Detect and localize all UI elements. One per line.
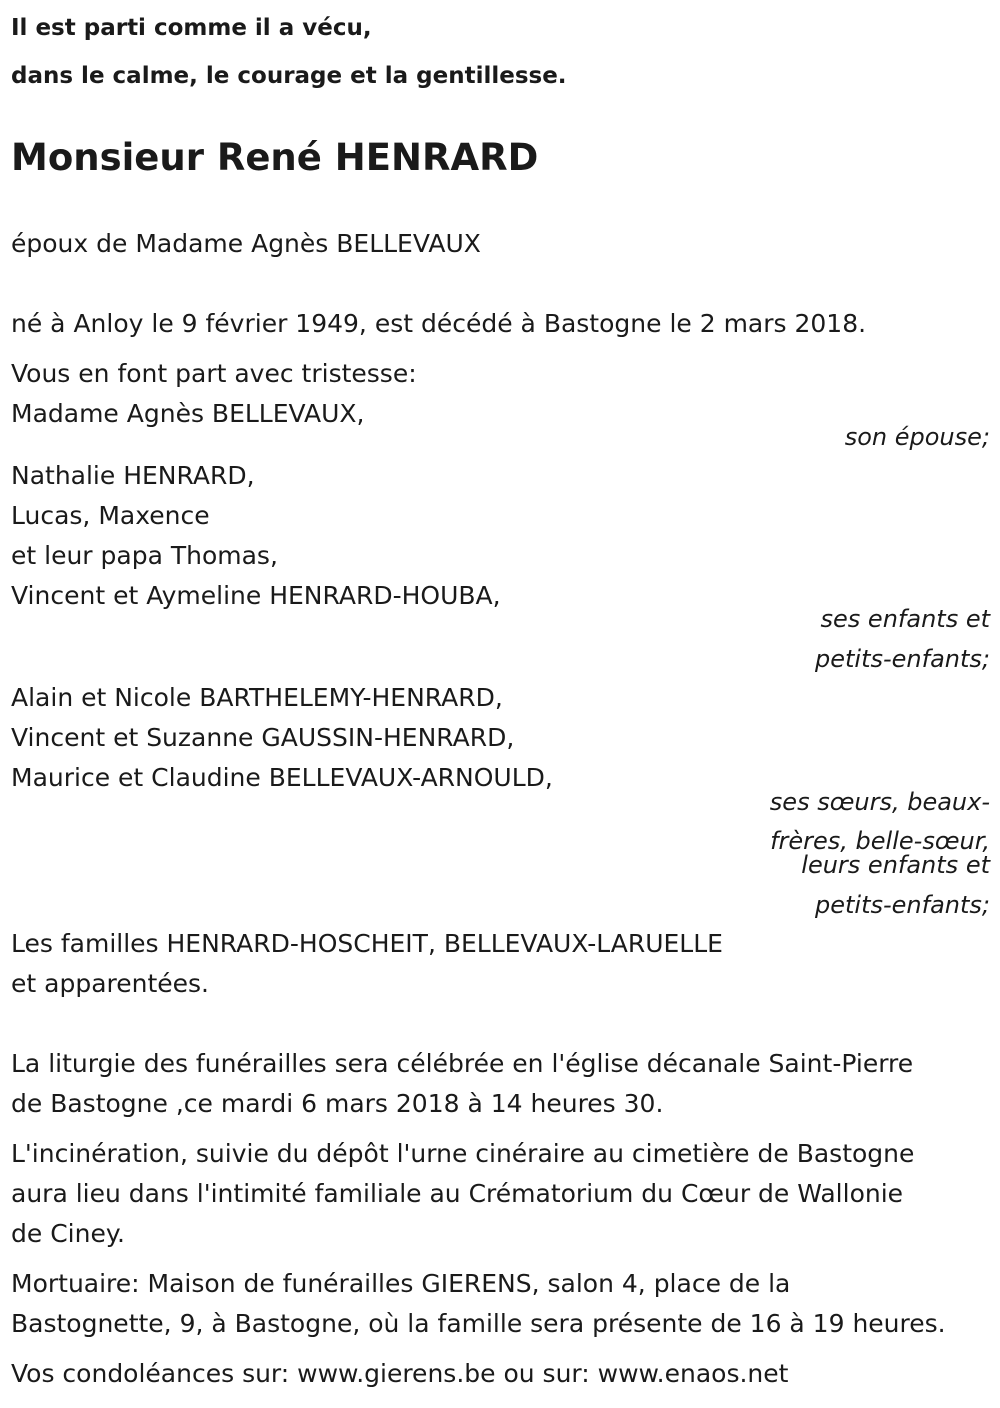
family-spouse-name: Madame Agnès BELLEVAUX, (11, 399, 365, 428)
incineration-line: aura lieu dans l'intimité familiale au Crématorium du Cœur de Wallonie (11, 1179, 904, 1208)
quote-line-1: Il est parti comme il a vécu, (11, 15, 372, 41)
family-children-name: Lucas, Maxence (11, 501, 210, 530)
family-siblings-relation: ses sœurs, beaux- (769, 788, 990, 816)
family-children-name: Vincent et Aymeline HENRARD-HOUBA, (11, 581, 501, 610)
family-siblings-name: Maurice et Claudine BELLEVAUX-ARNOULD, (11, 763, 553, 792)
condolences-line: Vos condoléances sur: www.gierens.be ou sur: www.enaos.net (11, 1359, 789, 1388)
liturgy-line: La liturgie des funérailles sera célébrée en l'église décanale Saint-Pierre (11, 1049, 914, 1078)
family-siblings-relation: frères, belle-sœur, (770, 827, 990, 855)
family-siblings-relation: petits-enfants; (815, 891, 990, 919)
family-extended-line: et apparentées. (11, 969, 209, 998)
family-children-name: et leur papa Thomas, (11, 541, 278, 570)
family-siblings-relation: leurs enfants et (801, 851, 990, 879)
family-children-relation: ses enfants et (820, 605, 990, 633)
spouse-line: époux de Madame Agnès BELLEVAUX (11, 229, 481, 258)
birth-death-line: né à Anloy le 9 février 1949, est décédé à Bastogne le 2 mars 2018. (11, 309, 867, 338)
family-extended-line: Les familles HENRARD-HOSCHEIT, BELLEVAUX-LARUELLE (11, 929, 723, 958)
mortuary-line: Bastognette, 9, à Bastogne, où la famille sera présente de 16 à 19 heures. (11, 1309, 946, 1338)
incineration-line: de Ciney. (11, 1219, 126, 1248)
family-children-relation: petits-enfants; (815, 645, 990, 673)
family-spouse-relation: son épouse; (844, 423, 990, 451)
deceased-name: Monsieur René HENRARD (11, 136, 539, 179)
family-children-name: Nathalie HENRARD, (11, 461, 255, 490)
mortuary-line: Mortuaire: Maison de funérailles GIERENS, salon 4, place de la (11, 1269, 791, 1298)
liturgy-line: de Bastogne ,ce mardi 6 mars 2018 à 14 heures 30. (11, 1089, 664, 1118)
family-siblings-name: Vincent et Suzanne GAUSSIN-HENRARD, (11, 723, 515, 752)
quote-line-2: dans le calme, le courage et la gentillesse. (11, 63, 567, 89)
family-siblings-name: Alain et Nicole BARTHELEMY-HENRARD, (11, 683, 503, 712)
announcement-intro: Vous en font part avec tristesse: (11, 359, 417, 388)
incineration-line: L'incinération, suivie du dépôt l'urne cinéraire au cimetière de Bastogne (11, 1139, 915, 1168)
